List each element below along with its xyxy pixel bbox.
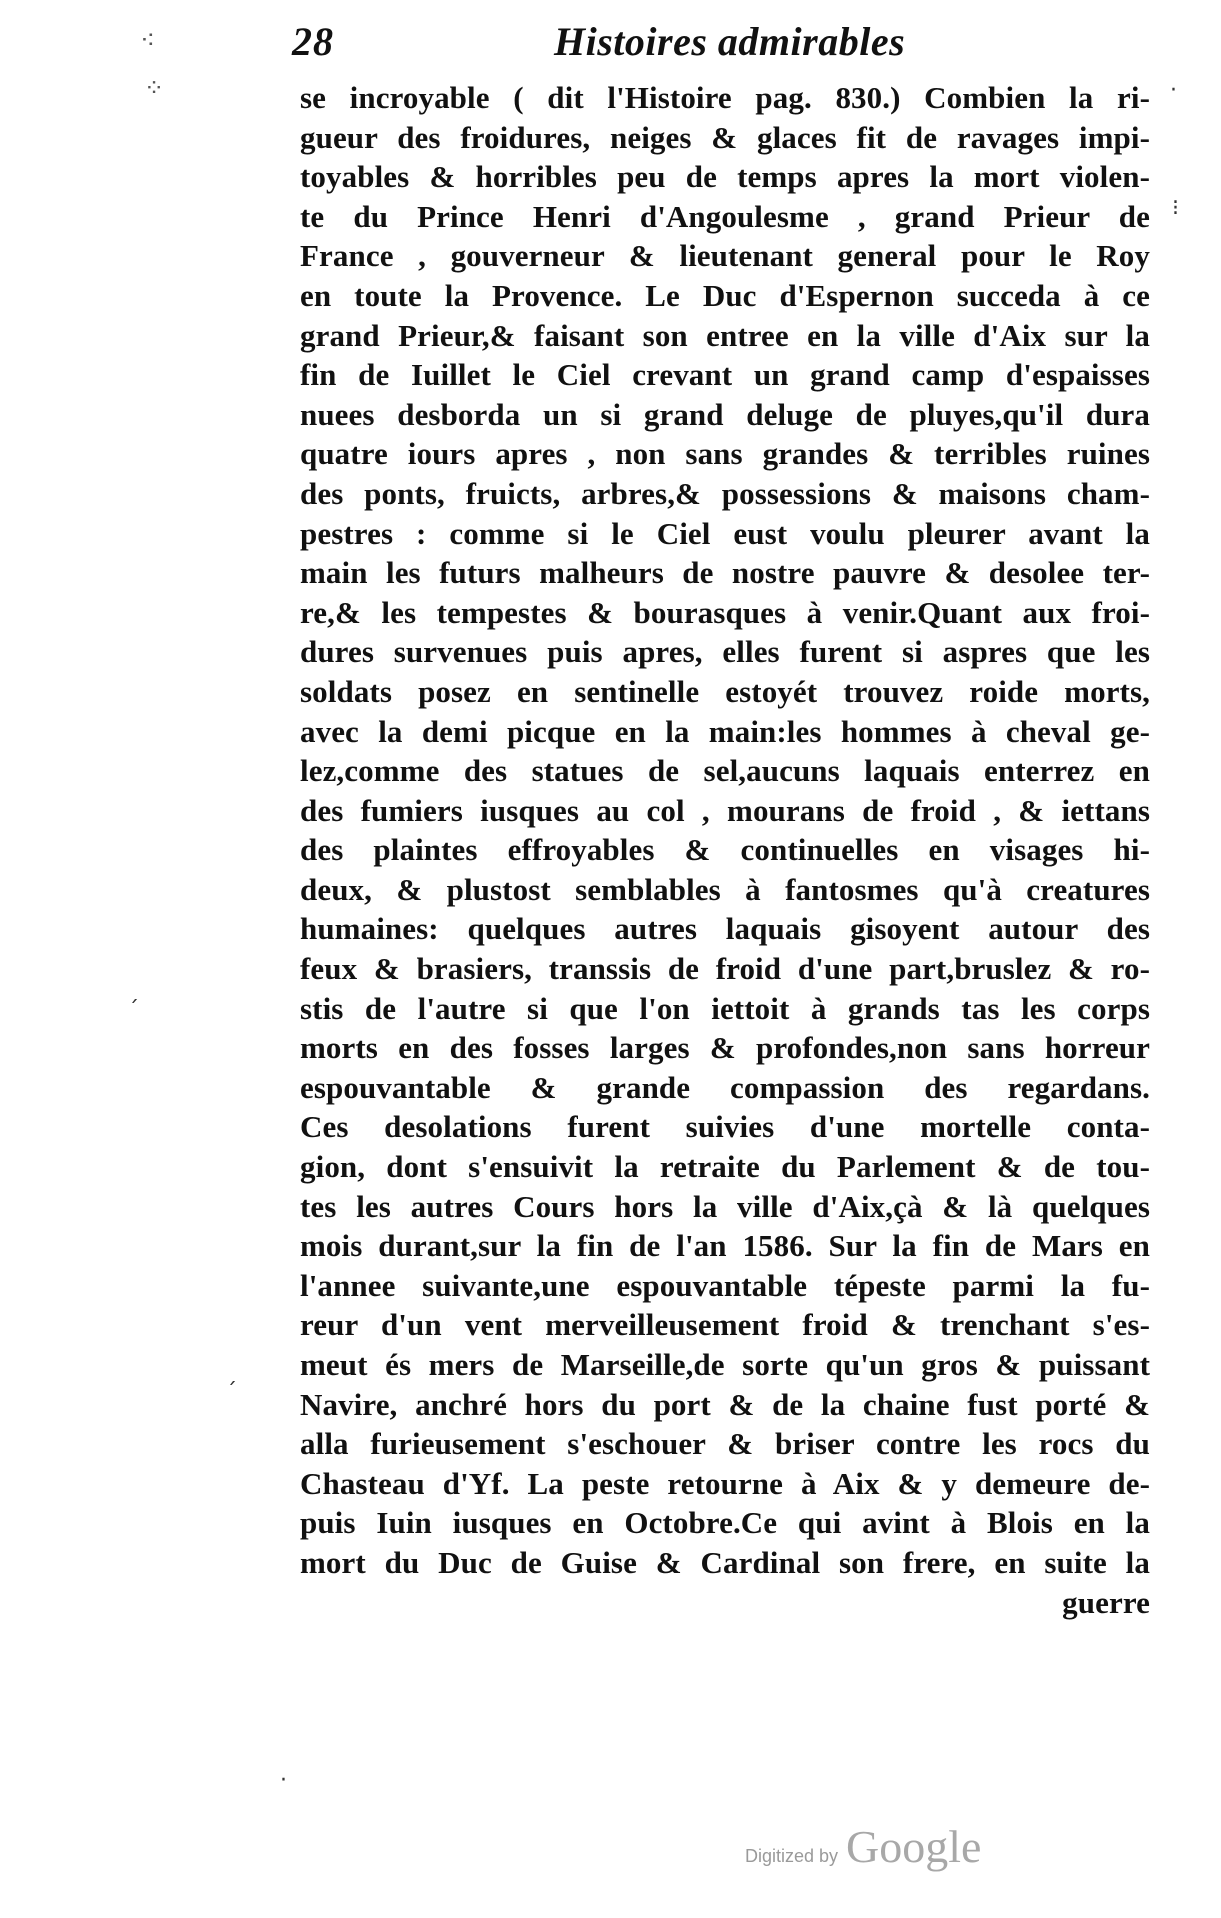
- text-line: humaines: quelques autres laquais gisoyent autour des: [300, 911, 1150, 947]
- text-line: morts en des fosses larges & profondes,non sans horreur: [300, 1030, 1150, 1066]
- text-line: alla furieusement s'eschouer & briser contre les rocs du: [300, 1426, 1150, 1462]
- text-line: soldats posez en sentinelle estoyét trouvez roide morts,: [300, 673, 1150, 709]
- text-line: mort du Duc de Guise & Cardinal son frere, en suite la: [300, 1544, 1150, 1580]
- text-line: espouvantable & grande compassion des regardans.: [300, 1069, 1150, 1105]
- text-line: puis Iuin iusques en Octobre.Ce qui avint à Blois en la: [300, 1505, 1150, 1541]
- text-line: mois durant,sur la fin de l'an 1586. Sur la fin de Mars en: [300, 1228, 1150, 1264]
- text-line: toyables & horribles peu de temps apres la mort violen-: [300, 159, 1150, 195]
- text-line: gion, dont s'ensuivit la retraite du Parlement & de tou-: [300, 1149, 1150, 1185]
- text-line: tes les autres Cours hors la ville d'Aix,çà & là quelques: [300, 1188, 1150, 1224]
- text-line: se incroyable ( dit l'Histoire pag. 830.) Combien la ri-: [300, 80, 1150, 115]
- text-line: te du Prince Henri d'Angoulesme , grand Prieur de: [300, 198, 1150, 234]
- google-logo: Google: [846, 1821, 982, 1872]
- text-line: pestres : comme si le Ciel eust voulu pleurer avant la: [300, 515, 1150, 551]
- text-line: avec la demi picque en la main:les hommes à cheval ge-: [300, 713, 1150, 749]
- text-line: lez,comme des statues de sel,aucuns laquais enterrez en: [300, 753, 1150, 789]
- body-text: [300, 78, 1150, 1622]
- text-line: des ponts, fruicts, arbres,& possessions & maisons cham-: [300, 475, 1150, 511]
- text-line: France , gouverneur & lieutenant general pour le Roy: [300, 238, 1150, 274]
- text-line: en toute la Provence. Le Duc d'Espernon succeda à ce: [300, 277, 1150, 313]
- text-line: des plaintes effroyables & continuelles en visages hi-: [300, 832, 1150, 868]
- margin-speck: ˊ: [128, 998, 139, 1023]
- text-line: re,& les tempestes & bourasques à venir.Quant aux froi-: [300, 594, 1150, 630]
- margin-speck: ·: [280, 1768, 287, 1793]
- text-line: Navire, anchré hors du port & de la chaine fust porté &: [300, 1386, 1150, 1422]
- digitized-by-label: Digitized by: [745, 1846, 839, 1866]
- margin-speck: ⁘: [144, 74, 165, 102]
- page-number: 28: [292, 19, 334, 64]
- text-line: gueur des froidures, neiges & glaces fit de ravages impi-: [300, 119, 1150, 155]
- text-line: fin de Iuillet le Ciel crevant un grand camp d'espaisses: [300, 357, 1150, 393]
- google-watermark: [745, 1820, 981, 1880]
- running-head: [292, 18, 932, 76]
- text-line: reur d'un vent merveilleusement froid & trenchant s'es-: [300, 1307, 1150, 1343]
- margin-speck: ⁝: [1172, 196, 1179, 221]
- margin-speck: ·: [1170, 78, 1177, 103]
- text-line: nuees desborda un si grand deluge de pluyes,qu'il dura: [300, 396, 1150, 432]
- text-line: guerre: [1062, 1584, 1150, 1620]
- text-line: feux & brasiers, transsis de froid d'une part,bruslez & ro-: [300, 951, 1150, 987]
- text-line: dures survenues puis apres, elles furent si aspres que les: [300, 634, 1150, 670]
- text-line: grand Prieur,& faisant son entree en la ville d'Aix sur la: [300, 317, 1150, 353]
- text-line: meut és mers de Marseille,de sorte qu'un gros & puissant: [300, 1347, 1150, 1382]
- text-line: main les futurs malheurs de nostre pauvre & desolee ter-: [300, 555, 1150, 591]
- text-line: des fumiers iusques au col , mourans de froid , & iettans: [300, 792, 1150, 828]
- margin-speck: ⁖: [140, 26, 156, 56]
- text-line: quatre iours apres , non sans grandes & terribles ruines: [300, 436, 1150, 472]
- running-title: Histoires admirables: [554, 19, 906, 64]
- margin-speck: ˊ: [226, 1380, 237, 1405]
- text-line: Chasteau d'Yf. La peste retourne à Aix & y demeure de-: [300, 1465, 1150, 1501]
- text-line: Ces desolations furent suivies d'une mortelle conta-: [300, 1109, 1150, 1145]
- text-line: l'annee suivante,une espouvantable tépeste parmi la fu-: [300, 1267, 1150, 1303]
- text-line: stis de l'autre si que l'on iettoit à grands tas les corps: [300, 990, 1150, 1026]
- text-line: deux, & plustost semblables à fantosmes qu'à creatures: [300, 871, 1150, 907]
